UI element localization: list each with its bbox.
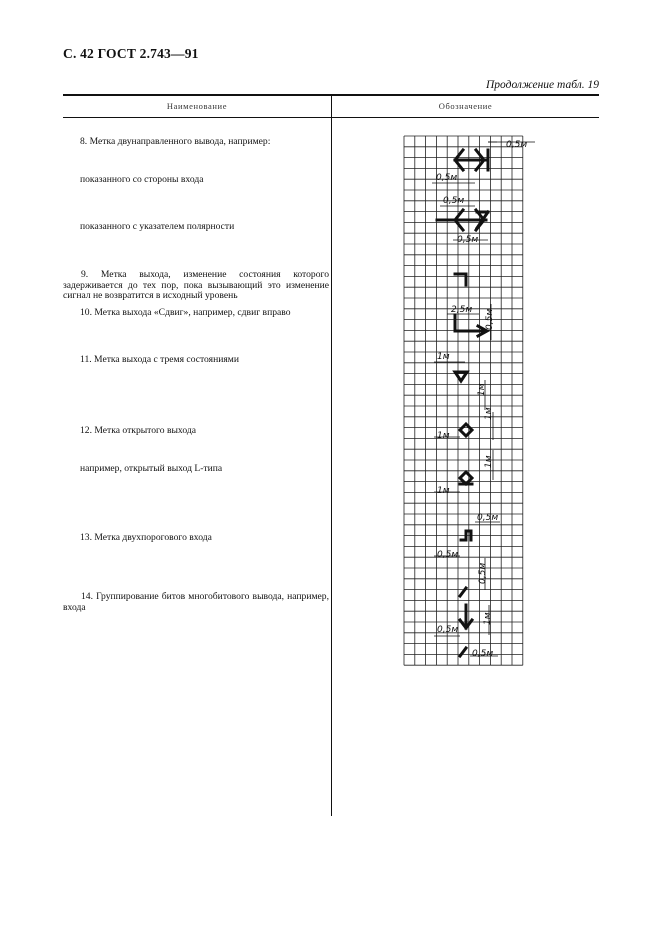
row-8b: показанного с указателем полярности bbox=[80, 221, 235, 232]
open-output-symbol bbox=[460, 424, 472, 436]
row-8: 8. Метка двунаправленного вывода, например: bbox=[80, 136, 271, 147]
row-11: 11. Метка выхода с тремя состояниями bbox=[80, 354, 239, 365]
dim-label-v6: 1м bbox=[483, 612, 493, 625]
table-continuation-label: Продолжение табл. 19 bbox=[486, 79, 599, 91]
row-14: 14. Группирование битов многобитового вывода, например, входа bbox=[63, 591, 329, 613]
grid-lines bbox=[404, 136, 523, 665]
dim-label-v5: 0,5м bbox=[478, 562, 488, 584]
row-9: 9. Метка выхода, изменение состояния которого задерживается до тех пор, пока вызывающий это изменение сигнал не возвратится в исходный уровень bbox=[63, 269, 329, 301]
dim-label-10: 0,5м bbox=[437, 550, 459, 560]
dim-label-v1: 0,5м bbox=[485, 308, 495, 330]
dim-label-v2: 1м bbox=[477, 383, 487, 396]
column-header-name: Наименование bbox=[166, 101, 228, 111]
dim-label-v3: 1м bbox=[484, 407, 494, 420]
open-output-l-type-symbol bbox=[460, 472, 472, 484]
dim-label-5: 2,5м bbox=[451, 305, 473, 315]
three-state-symbol bbox=[455, 372, 467, 381]
dim-label-2: 0,5м bbox=[436, 173, 458, 183]
row-10: 10. Метка выхода «Сдвиг», например, сдвиг вправо bbox=[80, 307, 291, 318]
bit-grouping-symbol bbox=[460, 588, 472, 656]
dim-label-7: 1м bbox=[437, 431, 450, 441]
dim-label-9: 0,5м bbox=[477, 513, 499, 523]
page-header-title: С. 42 ГОСТ 2.743—91 bbox=[63, 46, 199, 61]
bidirectional-output-symbol bbox=[455, 150, 488, 170]
dim-label-3: 0,5м bbox=[443, 196, 465, 206]
dim-label-6: 1м bbox=[437, 352, 450, 362]
bidirectional-polarity-symbol bbox=[437, 210, 488, 230]
dim-label-12: 0,5м bbox=[472, 649, 494, 659]
postponed-output-symbol bbox=[455, 274, 466, 285]
dim-label-11: 0,5м bbox=[437, 625, 459, 635]
row-13: 13. Метка двухпорогового входа bbox=[80, 532, 212, 543]
dim-label-8: 1м bbox=[437, 486, 450, 496]
column-header-designation: Обозначение bbox=[438, 101, 493, 111]
dim-label-1: 0,5м bbox=[506, 140, 528, 150]
dim-label-4: 0,5м bbox=[457, 235, 479, 245]
row-12: 12. Метка открытого выхода bbox=[80, 425, 197, 436]
shift-output-symbol bbox=[455, 315, 487, 336]
dim-label-v4: 1м bbox=[484, 455, 494, 468]
row-12a: например, открытый выход L-типа bbox=[80, 463, 223, 474]
row-8a: показанного со стороны входа bbox=[80, 174, 204, 185]
